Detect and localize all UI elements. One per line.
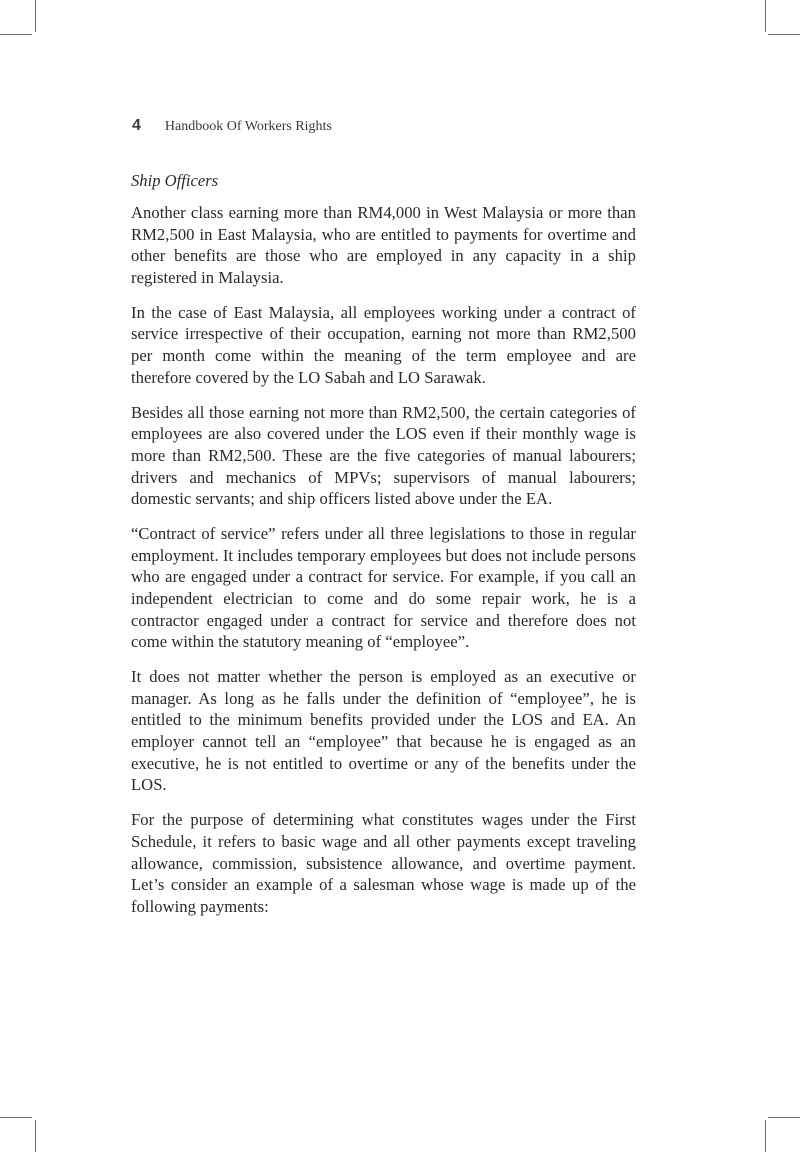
- paragraph-executive-manager: It does not matter whether the person is employed as an executive or manager. As long as he falls under the definition of “employee”, he is entitled to the minimum benefits provided under the LOS and EA. An employer cannot tell an “employee” that because he is engaged as an executive, he is not entitled to overtime or any of the benefits under the LOS.: [131, 667, 636, 795]
- crop-mark-bottom-right-horizontal: [768, 1117, 800, 1118]
- crop-mark-bottom-left-vertical: [35, 1120, 36, 1152]
- paragraph-contract-of-service: “Contract of service” refers under all three legislations to those in regular employment. It includes temporary employees but does not include persons who are engaged under a contract for service. For example, if you call an independent electrician to come and do some repair work, he is a contractor engaged under a contract for service and therefore does not come within the statutory meaning of “employee”.: [131, 524, 636, 652]
- paragraph-los-categories: Besides all those earning not more than RM2,500, the certain categories of employees are also covered under the LOS even if their monthly wage is more than RM2,500. These are the five categories of manual labourers; drivers and mechanics of MPVs; supervisors of manual labourers; domestic servants; and ship officers listed above under the EA.: [131, 402, 636, 509]
- crop-mark-top-right-vertical: [765, 0, 766, 32]
- paragraph-wages-first-schedule: For the purpose of determining what constitutes wages under the First Schedule, it refers to basic wage and all other payments except traveling allowance, commission, subsistence allowance, and overtime payment. Let’s consider an example of a salesman whose wage is made up of the following payments:: [131, 810, 636, 916]
- paragraph-east-malaysia: In the case of East Malaysia, all employees working under a contract of service irrespective of their occupation, earning not more than RM2,500 per month come within the meaning of the term employee and are therefore covered by the LO Sabah and LO Sarawak.: [131, 302, 636, 387]
- section-heading: Ship Officers: [131, 171, 219, 190]
- crop-mark-bottom-right-vertical: [765, 1120, 766, 1152]
- page-body: [131, 170, 636, 931]
- crop-mark-top-left-vertical: [35, 0, 36, 32]
- crop-mark-bottom-left-horizontal: [0, 1117, 32, 1118]
- running-title: Handbook Of Workers Rights: [164, 119, 332, 134]
- page-number: 4: [132, 117, 141, 134]
- crop-mark-top-left-horizontal: [0, 34, 32, 35]
- crop-mark-top-right-horizontal: [768, 34, 800, 35]
- page-header: [132, 117, 642, 135]
- paragraph-ship-officers: Another class earning more than RM4,000 in West Malaysia or more than RM2,500 in East Malaysia, who are entitled to payments for overtime and other benefits are those who are employed in any capacity in a ship registered in Malaysia.: [131, 203, 636, 287]
